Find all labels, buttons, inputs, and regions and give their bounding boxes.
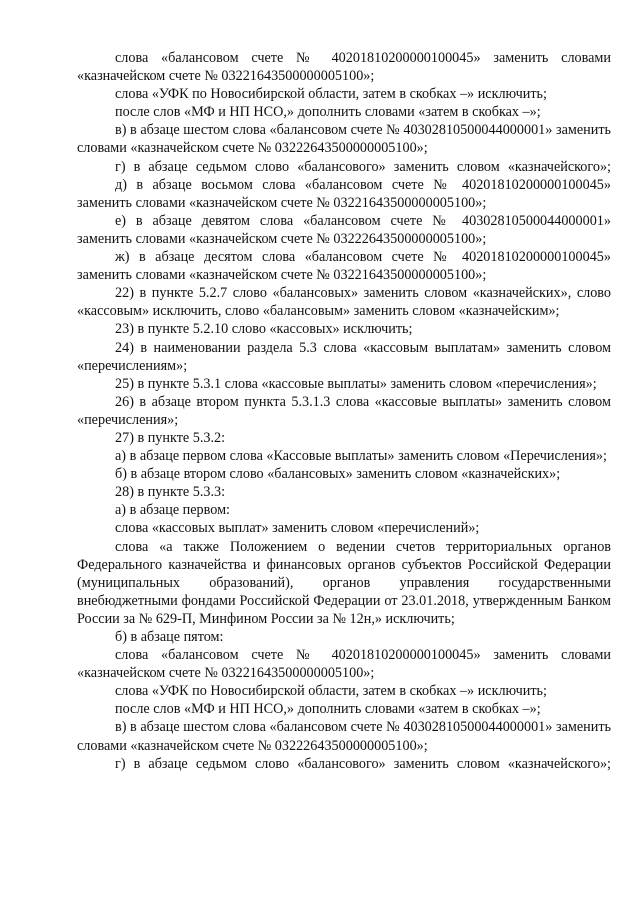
paragraph: 25) в пункте 5.3.1 слова «кассовые выплаты» заменить словом «перечисления»;	[115, 375, 597, 392]
paragraph: б) в абзаце втором слово «балансовых» заменить словом «казначейских»;	[115, 466, 561, 483]
paragraph: слова «кассовых выплат» заменить словом «перечислений»;	[115, 520, 480, 537]
paragraph: 28) в пункте 5.3.3:	[115, 484, 226, 501]
paragraph: г) в абзаце седьмом слово «балансового» заменить словом «казначейского»;	[115, 158, 611, 175]
paragraph: 27) в пункте 5.3.2:	[115, 429, 226, 446]
paragraph: 22) в пункте 5.2.7 слово «балансовых» заменить словом «казначейских», слово «кассовым» исключить, слово «балансовым» заменить словом «казначейским»;	[77, 285, 611, 320]
paragraph: в) в абзаце шестом слова «балансовом счете № 40302810500044000001» заменить словами «казначейском счете № 03222643500000005100»;	[77, 719, 611, 754]
paragraph: а) в абзаце первом:	[115, 502, 230, 519]
paragraph: е) в абзаце девятом слова «балансовом счете № 40302810500044000001» заменить словами «казначейском счете № 03222643500000005100»;	[77, 212, 611, 247]
paragraph: а) в абзаце первом слова «Кассовые выплаты» заменить словом «Перечисления»;	[115, 448, 607, 465]
paragraph: г) в абзаце седьмом слово «балансового» заменить словом «казначейского»;	[115, 755, 611, 772]
paragraph: ж) в абзаце десятом слова «балансовом счете № 40201810200000100045» заменить словами «казначейском счете № 03221643500000005100»;	[77, 249, 611, 284]
paragraph: в) в абзаце шестом слова «балансовом счете № 40302810500044000001» заменить словами «казначейском счете № 03222643500000005100»;	[77, 122, 611, 157]
paragraph: 24) в наименовании раздела 5.3 слова «кассовым выплатам» заменить словом «перечислениям»;	[77, 339, 611, 374]
paragraph: слова «а также Положением о ведении счетов территориальных органов Федерального казначейства и финансовых органов субъектов Российской Федерации (муниципальных образований), органов управления государственными внебюджетными фондами Российской Федерации от 23.01.2018, утвержденным Банком России за № 629-П, Минфином России за № 12н,» исключить;	[77, 538, 611, 627]
paragraph: д) в абзаце восьмом слова «балансовом счете № 40201810200000100045» заменить словами «казначейском счете № 03221643500000005100»;	[77, 176, 611, 211]
paragraph: б) в абзаце пятом:	[115, 629, 224, 645]
paragraph: после слов «МФ и НП НСО,» дополнить словами «затем в скобках –»;	[115, 104, 541, 121]
paragraph: 23) в пункте 5.2.10 слово «кассовых» исключить;	[115, 321, 413, 338]
paragraph: слова «балансовом счете № 40201810200000100045» заменить словами «казначейском счете № 03221643500000005100»;	[77, 647, 611, 682]
paragraph: слова «УФК по Новосибирской области, затем в скобках –» исключить;	[115, 683, 547, 700]
paragraph: слова «балансовом счете № 40201810200000100045» заменить словами «казначейском счете № 03221643500000005100»;	[77, 50, 611, 85]
paragraph: после слов «МФ и НП НСО,» дополнить словами «затем в скобках –»;	[115, 701, 541, 718]
paragraph: слова «УФК по Новосибирской области, затем в скобках –» исключить;	[115, 86, 547, 103]
paragraph: 26) в абзаце втором пункта 5.3.1.3 слова «кассовые выплаты» заменить словом «перечисления»;	[77, 393, 611, 428]
